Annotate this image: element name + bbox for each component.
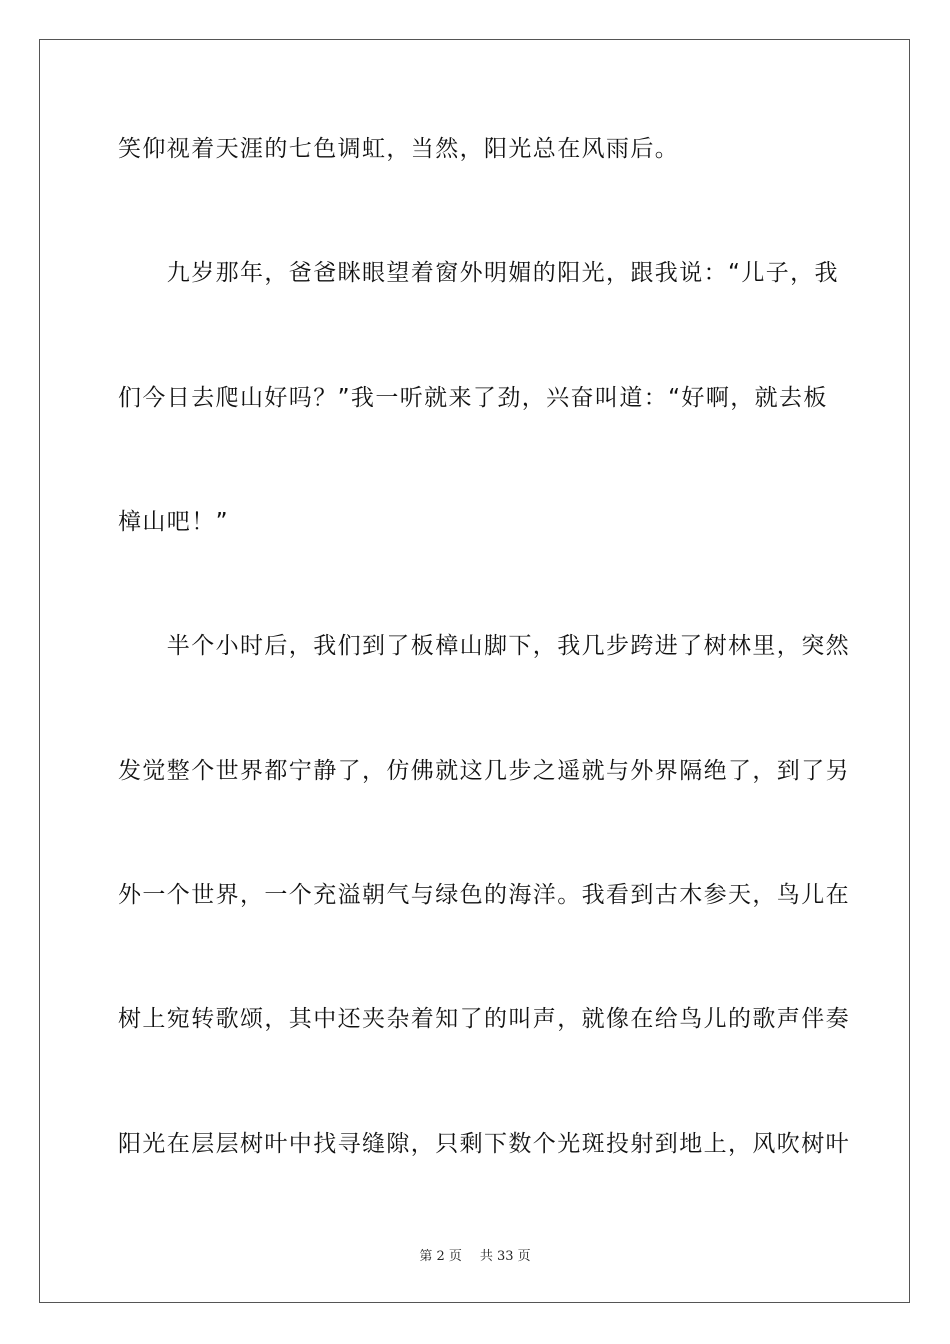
text-line: 樟山吧！” xyxy=(118,509,229,535)
page-footer xyxy=(0,1245,950,1264)
text-line: 发觉整个世界都宁静了，仿佛就这几步之遥就与外界隔绝了，到了另 xyxy=(118,758,850,784)
page-border xyxy=(39,39,910,1303)
text-line: 外一个世界，一个充溢朝气与绿色的海洋。我看到古木参天，鸟儿在 xyxy=(118,882,850,908)
total-pages: 共 33 页 xyxy=(479,1249,531,1264)
text-line: 笑仰视着天涯的七色调虹，当然，阳光总在风雨后。 xyxy=(118,136,680,162)
page-number: 第 2 页 xyxy=(419,1249,462,1264)
text-line: 九岁那年，爸爸眯眼望着窗外明媚的阳光，跟我说：“儿子，我 xyxy=(118,260,839,286)
text-line: 阳光在层层树叶中找寻缝隙，只剩下数个光斑投射到地上，风吹树叶 xyxy=(118,1131,850,1157)
text-line: 们今日去爬山好吗？”我一听就来了劲，兴奋叫道：“好啊，就去板 xyxy=(118,385,828,411)
text-line: 半个小时后，我们到了板樟山脚下，我几步跨进了树林里，突然 xyxy=(118,633,850,659)
text-line: 树上宛转歌颂，其中还夹杂着知了的叫声，就像在给鸟儿的歌声伴奏 xyxy=(118,1006,850,1032)
